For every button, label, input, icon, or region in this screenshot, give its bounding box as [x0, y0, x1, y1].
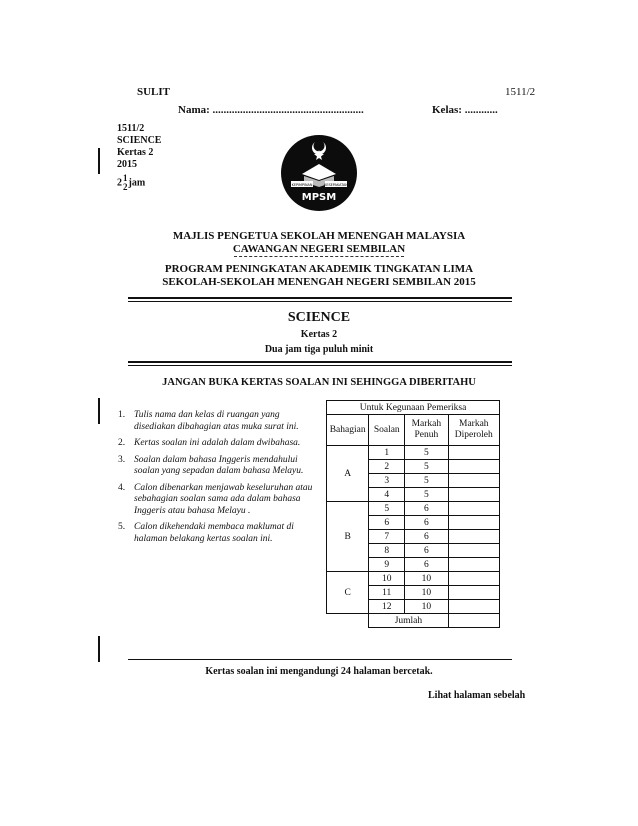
penuh-cell: 6	[405, 502, 448, 516]
program-title: PROGRAM PENINGKATAN AKADEMIK TINGKATAN LIMA	[164, 263, 474, 275]
organizer-title: MAJLIS PENGETUA SEKOLAH MENENGAH MALAYSIA	[172, 230, 466, 242]
instruction-item	[118, 522, 318, 545]
examiner-marks-table	[326, 400, 500, 628]
duration-unit: jam	[128, 177, 146, 189]
soalan-cell: 8	[369, 544, 405, 558]
penuh-cell: 5	[405, 460, 448, 474]
instruction-item	[118, 438, 318, 450]
paper-year: 2015	[117, 159, 137, 170]
section-cell: C	[327, 572, 369, 614]
instruction-number: 1.	[118, 410, 126, 420]
margin-mark	[98, 398, 100, 424]
duration-denominator: 2	[123, 182, 128, 192]
subject-duration: Dua jam tiga puluh minit	[264, 344, 374, 355]
table-row-total	[327, 614, 500, 628]
mpsm-crest-icon	[280, 134, 358, 212]
instruction-number: 4.	[118, 482, 126, 493]
paper-duration	[117, 174, 145, 192]
page-count-note: Kertas soalan ini mengandungi 24 halaman bercetak.	[205, 666, 433, 677]
duration-numerator: 1	[123, 173, 128, 183]
header-markah-diperoleh	[448, 415, 499, 446]
penuh-cell: 5	[405, 488, 448, 502]
section-cell: A	[327, 446, 369, 502]
table-row	[327, 446, 500, 460]
penuh-cell: 10	[405, 572, 448, 586]
instruction-text: Tulis nama dan kelas di ruangan yang disediakan dibahagian atas muka surat ini.	[134, 410, 299, 432]
next-page-note: Lihat halaman sebelah	[428, 690, 526, 701]
diperoleh-cell[interactable]	[448, 558, 499, 572]
instruction-text: Soalan dalam bahasa Inggeris mendahului soalan yang sepadan dalam bahasa Melayu.	[134, 454, 304, 476]
paper-code: 1511/2	[117, 123, 145, 134]
soalan-cell: 11	[369, 586, 405, 600]
diperoleh-cell[interactable]	[448, 516, 499, 530]
paper-code-right: 1511/2	[505, 86, 536, 98]
soalan-cell: 6	[369, 516, 405, 530]
diperoleh-cell[interactable]	[448, 530, 499, 544]
logo-ribbon-left: KEPIMPINAN	[291, 182, 313, 187]
instructions-list	[118, 410, 318, 550]
nama-field: Nama: .......................................................	[178, 104, 364, 116]
header-markah-penuh-line1: Markah	[411, 419, 442, 429]
penuh-cell: 6	[405, 544, 448, 558]
top-rule	[128, 297, 512, 299]
diperoleh-cell[interactable]	[448, 474, 499, 488]
instruction-number: 2.	[118, 438, 126, 448]
paper-code-block	[117, 123, 161, 171]
diperoleh-cell[interactable]	[448, 460, 499, 474]
paper-kertas: Kertas 2	[117, 147, 154, 158]
table-caption: Untuk Kegunaan Pemeriksa	[327, 401, 500, 415]
duration-fraction	[123, 174, 128, 192]
diperoleh-cell[interactable]	[448, 488, 499, 502]
soalan-cell: 4	[369, 488, 405, 502]
sulit-label: SULIT	[137, 86, 171, 98]
soalan-cell: 7	[369, 530, 405, 544]
subject-title: SCIENCE	[287, 310, 351, 325]
logo-text: MPSM	[301, 192, 337, 203]
soalan-cell: 3	[369, 474, 405, 488]
penuh-cell: 10	[405, 600, 448, 614]
mid-rule	[128, 361, 512, 363]
organizer-branch: CAWANGAN NEGERI SEMBILAN	[232, 243, 406, 255]
section-cell: B	[327, 502, 369, 572]
instruction-number: 5.	[118, 522, 126, 532]
margin-mark	[98, 148, 100, 174]
margin-mark	[98, 636, 100, 662]
penuh-cell: 6	[405, 530, 448, 544]
header-soalan: Soalan	[369, 415, 405, 446]
instruction-item	[118, 483, 318, 518]
header-markah-diperoleh-line2: Diperoleh	[454, 430, 493, 440]
subject-kertas: Kertas 2	[300, 329, 338, 340]
empty-cell	[327, 614, 369, 628]
total-label: Jumlah	[369, 614, 448, 628]
soalan-cell: 5	[369, 502, 405, 516]
logo-ribbon-right: KESEPAKATAN	[324, 182, 348, 187]
diperoleh-cell[interactable]	[448, 502, 499, 516]
diperoleh-cell[interactable]	[448, 572, 499, 586]
soalan-cell: 2	[369, 460, 405, 474]
warning-text: JANGAN BUKA KERTAS SOALAN INI SEHINGGA DIBERITAHU	[162, 377, 476, 388]
header-markah-penuh-line2: Penuh	[414, 430, 439, 440]
instruction-text: Kertas soalan ini adalah dalam dwibahasa.	[134, 438, 301, 448]
diperoleh-cell[interactable]	[448, 446, 499, 460]
mpsm-logo	[280, 134, 358, 212]
header-markah-diperoleh-line1: Markah	[459, 419, 489, 429]
instruction-item	[118, 410, 318, 433]
duration-whole: 2	[117, 177, 122, 189]
soalan-cell: 10	[369, 572, 405, 586]
header-bahagian: Bahagian	[327, 415, 369, 446]
paper-subject: SCIENCE	[117, 135, 162, 146]
penuh-cell: 6	[405, 558, 448, 572]
soalan-cell: 12	[369, 600, 405, 614]
penuh-cell: 10	[405, 586, 448, 600]
table-row	[327, 572, 500, 586]
table-row	[327, 502, 500, 516]
program-schools: SEKOLAH-SEKOLAH MENENGAH NEGERI SEMBILAN 2015	[162, 276, 476, 288]
diperoleh-cell[interactable]	[448, 544, 499, 558]
penuh-cell: 5	[405, 446, 448, 460]
diperoleh-cell[interactable]	[448, 586, 499, 600]
instruction-text: Calon dibenarkan menjawab keseluruhan atau sebahagian soalan sama ada dalam bahasa Inggeris atau bahasa Melayu .	[134, 482, 313, 516]
header-markah-penuh	[405, 415, 448, 446]
instruction-text: Calon dikehendaki membaca maklumat di halaman belakang kertas soalan ini.	[134, 522, 294, 544]
soalan-cell: 9	[369, 558, 405, 572]
bottom-rule	[128, 659, 512, 660]
penuh-cell: 6	[405, 516, 448, 530]
mid-rule-thin	[128, 365, 512, 366]
soalan-cell: 1	[369, 446, 405, 460]
instruction-number: 3.	[118, 454, 126, 465]
diperoleh-cell[interactable]	[448, 600, 499, 614]
instruction-item	[118, 455, 318, 478]
total-cell[interactable]	[448, 614, 499, 628]
top-rule-thin	[128, 301, 512, 302]
penuh-cell: 5	[405, 474, 448, 488]
kelas-field: Kelas: ............	[432, 104, 498, 116]
title-divider	[234, 256, 404, 257]
